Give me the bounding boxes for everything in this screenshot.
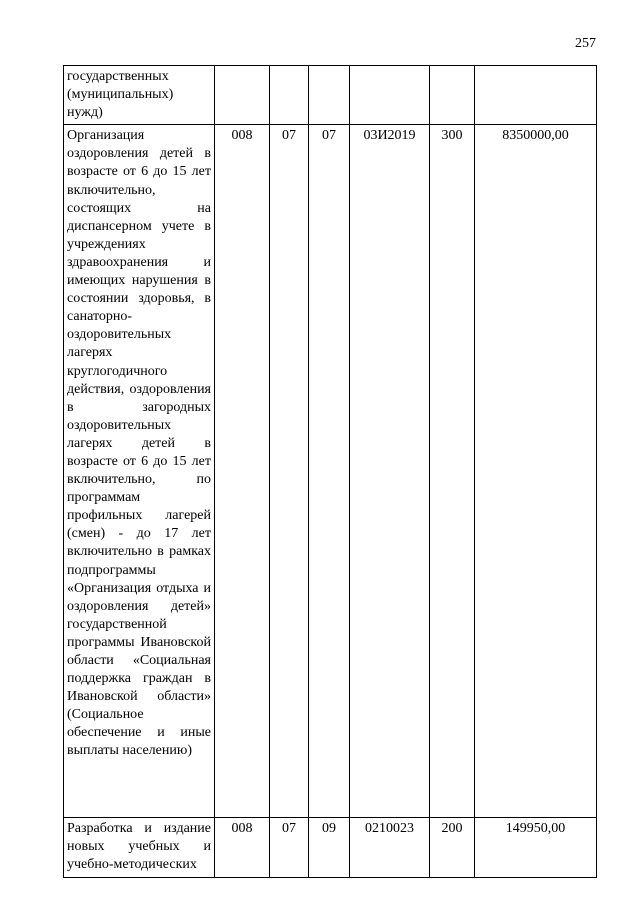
table-row <box>64 818 597 877</box>
row-subsection: 07 <box>309 125 350 818</box>
row-type <box>430 66 475 125</box>
row-amount <box>475 66 597 125</box>
row-section: 07 <box>270 818 309 877</box>
budget-table <box>63 65 597 878</box>
row-section: 07 <box>270 125 309 818</box>
row-amount: 149950,00 <box>475 818 597 877</box>
row-subsection <box>309 66 350 125</box>
table-row <box>64 125 597 818</box>
row-type: 300 <box>430 125 475 818</box>
row-amount: 8350000,00 <box>475 125 597 818</box>
row-name: Организация оздоровления детей в возрасте от 6 до 15 лет включительно, состоящих на диспансерном учете в учреждениях здравоохранения и имеющих нарушения в состоянии здоровья, в санаторно-оздоровительных лагерях круглогодичного действия, оздоровления в загородных оздоровительных лагерях детей в возрасте от 6 до 15 лет включительно, по программам профильных лагерей (смен) - до 17 лет включительно в рамках подпрограммы «Организация отдыха и оздоровления детей» государственной программы Ивановской области «Социальная поддержка граждан в Ивановской области» (Социальное обеспечение и иные выплаты населению) <box>64 125 215 818</box>
row-ministry: 008 <box>215 818 270 877</box>
row-name: государственных (муниципальных) нужд) <box>64 66 215 125</box>
row-name: Разработка и издание новых учебных и учебно-методических <box>64 818 215 877</box>
row-type: 200 <box>430 818 475 877</box>
row-target <box>350 66 430 125</box>
table-row <box>64 66 597 125</box>
row-ministry: 008 <box>215 125 270 818</box>
row-section <box>270 66 309 125</box>
row-subsection: 09 <box>309 818 350 877</box>
page-number: 257 <box>575 36 596 51</box>
row-ministry <box>215 66 270 125</box>
row-target: 0210023 <box>350 818 430 877</box>
row-target: 03И2019 <box>350 125 430 818</box>
